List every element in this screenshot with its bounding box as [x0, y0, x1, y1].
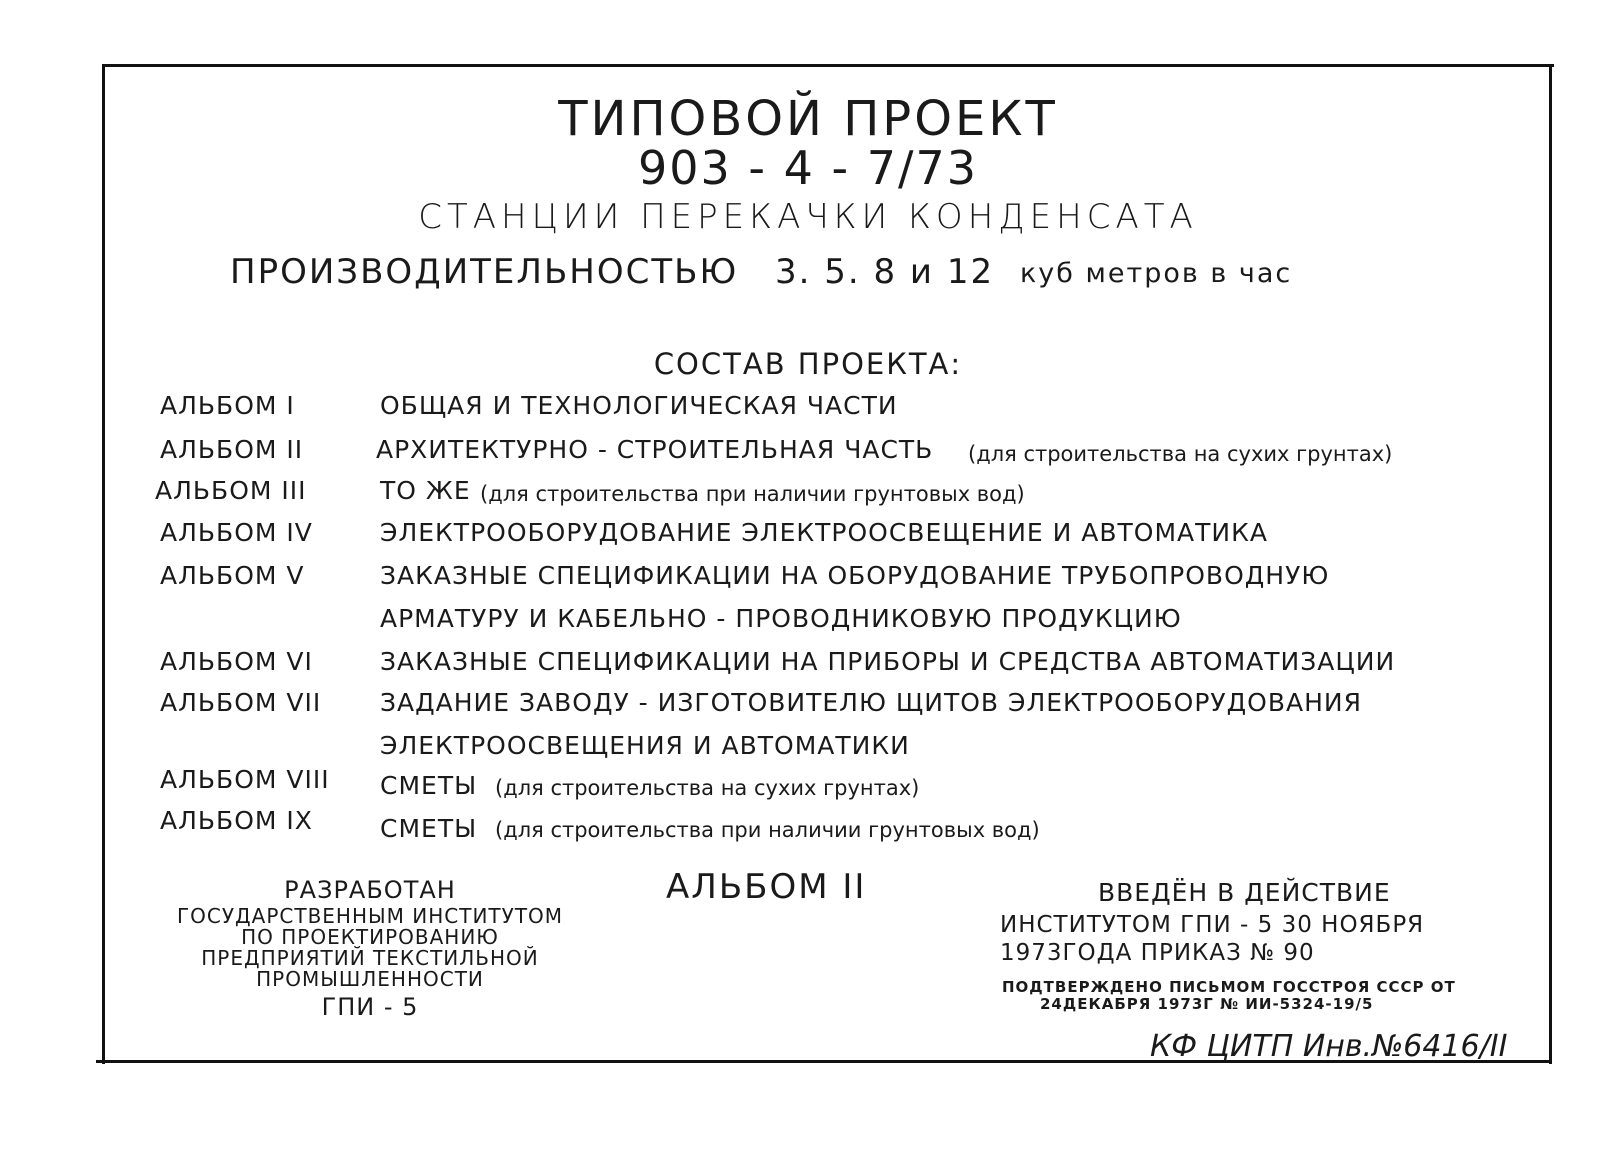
project-type-title: ТИПОВОЙ ПРОЕКТ — [558, 91, 1058, 147]
album-description: ЭЛЕКТРООБОРУДОВАНИЕ ЭЛЕКТРООСВЕЩЕНИЕ И АВТОМАТИКА — [380, 518, 1268, 547]
album-name: АЛЬБОМ VIII — [160, 765, 330, 794]
album-note: (для строительства при наличии грунтовых вод) — [495, 818, 1040, 842]
developed-heading: РАЗРАБОТАН — [284, 876, 456, 904]
album-name: АЛЬБОМ IX — [160, 806, 313, 835]
developed-line: ГОСУДАРСТВЕННЫМ ИНСТИТУТОМ — [176, 904, 564, 928]
album-note: (для строительства на сухих грунтах) — [495, 776, 920, 800]
developed-line: ПО ПРОЕКТИРОВАНИЮ — [241, 925, 499, 949]
enacted-line: 1973ГОДА ПРИКАЗ № 90 — [1000, 940, 1315, 966]
album-name: АЛЬБОМ V — [160, 561, 305, 590]
capacity-values: 3. 5. 8 и 12 — [775, 252, 995, 292]
capacity-label: ПРОИЗВОДИТЕЛЬНОСТЬЮ — [230, 252, 739, 292]
album-description: ОБЩАЯ И ТЕХНОЛОГИЧЕСКАЯ ЧАСТИ — [380, 391, 898, 420]
album-description: АРХИТЕКТУРНО - СТРОИТЕЛЬНАЯ ЧАСТЬ — [376, 435, 934, 464]
album-description: СМЕТЫ — [380, 814, 478, 843]
album-name: АЛЬБОМ IV — [160, 518, 313, 547]
album-name: АЛЬБОМ III — [155, 476, 307, 505]
current-album: АЛЬБОМ II — [666, 867, 867, 907]
album-name: АЛЬБОМ VII — [160, 688, 322, 717]
project-subject: СТАНЦИИ ПЕРЕКАЧКИ КОНДЕНСАТА — [418, 197, 1198, 237]
album-description: ТО ЖЕ — [380, 476, 471, 505]
enacted-heading: ВВЕДЁН В ДЕЙСТВИЕ — [1098, 878, 1391, 907]
album-description: СМЕТЫ — [380, 771, 478, 800]
album-description-continued: ЭЛЕКТРООСВЕЩЕНИЯ И АВТОМАТИКИ — [380, 731, 910, 760]
developed-line: ПРЕДПРИЯТИЙ ТЕКСТИЛЬНОЙ — [201, 946, 539, 970]
developed-org: ГПИ - 5 — [321, 993, 419, 1021]
album-description: ЗАКАЗНЫЕ СПЕЦИФИКАЦИИ НА ПРИБОРЫ И СРЕДСТВА АВТОМАТИЗАЦИИ — [380, 647, 1396, 676]
archive-stamp: КФ ЦИТП Инв.№6416/II — [1150, 1029, 1508, 1064]
confirmation-line: 24ДЕКАБРЯ 1973Г № ИИ-5324-19/5 — [1040, 995, 1374, 1013]
confirmation-line: ПОДТВЕРЖДЕНО ПИСЬМОМ ГОССТРОЯ СССР ОТ — [1002, 978, 1456, 996]
album-note: (для строительства при наличии грунтовых вод) — [480, 482, 1025, 506]
project-number: 903 - 4 - 7/73 — [637, 141, 979, 195]
album-name: АЛЬБОМ I — [160, 391, 295, 420]
album-description-continued: АРМАТУРУ И КАБЕЛЬНО - ПРОВОДНИКОВУЮ ПРОДУКЦИЮ — [380, 604, 1182, 633]
album-note: (для строительства на сухих грунтах) — [968, 442, 1393, 466]
album-description: ЗАКАЗНЫЕ СПЕЦИФИКАЦИИ НА ОБОРУДОВАНИЕ ТРУБОПРОВОДНУЮ — [380, 561, 1330, 590]
capacity-unit: куб метров в час — [1020, 258, 1293, 289]
enacted-line: ИНСТИТУТОМ ГПИ - 5 30 НОЯБРЯ — [1000, 912, 1425, 938]
album-description: ЗАДАНИЕ ЗАВОДУ - ИЗГОТОВИТЕЛЮ ЩИТОВ ЭЛЕКТРООБОРУДОВАНИЯ — [380, 688, 1362, 717]
composition-heading: СОСТАВ ПРОЕКТА: — [653, 347, 963, 381]
album-name: АЛЬБОМ VI — [160, 647, 313, 676]
developed-line: ПРОМЫШЛЕННОСТИ — [256, 967, 484, 991]
album-name: АЛЬБОМ II — [160, 435, 304, 464]
